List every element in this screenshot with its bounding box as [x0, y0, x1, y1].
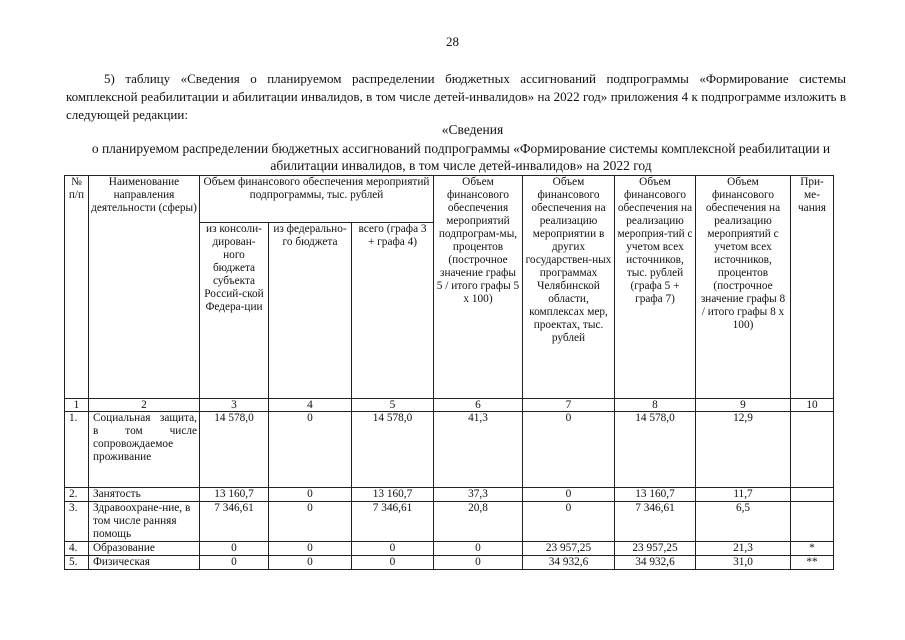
row-c10: [791, 412, 834, 488]
row-num: 4.: [65, 542, 89, 556]
row-c6: 0: [434, 556, 523, 570]
header-total: всего (графа 3 + графа 4): [352, 223, 434, 399]
row-c10: *: [791, 542, 834, 556]
row-name: Занятость: [89, 488, 200, 502]
column-number: 9: [696, 399, 791, 412]
row-c3: 14 578,0: [200, 412, 269, 488]
row-c10: [791, 488, 834, 502]
table-row: [65, 502, 834, 542]
row-num: 2.: [65, 488, 89, 502]
row-num: 3.: [65, 502, 89, 542]
row-c10: [791, 502, 834, 542]
column-number: 10: [791, 399, 834, 412]
budget-table: [64, 175, 834, 570]
row-c8: 13 160,7: [615, 488, 696, 502]
header-financing-group: Объем финансового обеспечения мероприятий подпрограммы, тыс. рублей: [200, 176, 434, 223]
row-c4: 0: [269, 542, 352, 556]
row-c8: 14 578,0: [615, 412, 696, 488]
intro-paragraph: 5) таблицу «Сведения о планируемом распределении бюджетных ассигнований подпрограммы «Формирование системы комплексной реабилитации и абилитации инвалидов, в том числе детей-инвалидов» на 2022 год» приложения 4 к подпрограмме изложить в следующей редакции:: [66, 71, 846, 122]
header-notes: При-ме-чания: [791, 176, 834, 399]
row-c7: 0: [523, 412, 615, 488]
row-c9: 21,3: [696, 542, 791, 556]
header-all-sources-percent: Объем финансового обеспечения на реализацию мероприятий с учетом всех источников, процентов (построчное значение графы 8 / итого графы 8 х 100): [696, 176, 791, 399]
row-c5: 14 578,0: [352, 412, 434, 488]
row-c9: 6,5: [696, 502, 791, 542]
row-c4: 0: [269, 502, 352, 542]
header-percent: Объем финансового обеспечения мероприятий подпрограм-мы, процентов (построчное значение графы 5 / итого графы 5 х 100): [434, 176, 523, 399]
column-number: 7: [523, 399, 615, 412]
row-name: Физическая: [89, 556, 200, 570]
table-title-line1: «Сведения: [441, 122, 504, 137]
table-row: [65, 556, 834, 570]
header-other-programs: Объем финансового обеспечения на реализацию мероприятии в других государствен-ных программах Челябинской области, комплексах мер, проектах, тыс. рублей: [523, 176, 615, 399]
row-c4: 0: [269, 412, 352, 488]
row-num: 5.: [65, 556, 89, 570]
header-from-consolidated: из консоли-дирован-ного бюджета субъекта Россий-ской Федера-ции: [200, 223, 269, 399]
column-number: 2: [89, 399, 200, 412]
row-c6: 20,8: [434, 502, 523, 542]
row-c9: 11,7: [696, 488, 791, 502]
row-c7: 0: [523, 488, 615, 502]
row-c7: 34 932,6: [523, 556, 615, 570]
column-number: 1: [65, 399, 89, 412]
table-row: [65, 412, 834, 488]
column-number: 8: [615, 399, 696, 412]
row-c6: 0: [434, 542, 523, 556]
row-c4: 0: [269, 488, 352, 502]
page-number: 28: [446, 34, 459, 49]
table-title-line2: о планируемом распределении бюджетных ассигнований подпрограммы «Формирование системы комплексной реабилитации и абилитации инвалидов, в том числе детей-инвалидов» на 2022 год: [91, 141, 831, 173]
column-number: 5: [352, 399, 434, 412]
row-c5: 7 346,61: [352, 502, 434, 542]
row-c7: 23 957,25: [523, 542, 615, 556]
header-all-sources: Объем финансового обеспечения на реализацию мероприя-тий с учетом всех источников, тыс. рублей (графа 5 + графа 7): [615, 176, 696, 399]
column-number: 6: [434, 399, 523, 412]
header-num: № п/п: [65, 176, 89, 399]
row-c6: 37,3: [434, 488, 523, 502]
row-c8: 7 346,61: [615, 502, 696, 542]
row-c3: 0: [200, 556, 269, 570]
row-name: Образование: [89, 542, 200, 556]
row-c4: 0: [269, 556, 352, 570]
column-number-row: [65, 399, 834, 412]
row-c10: **: [791, 556, 834, 570]
row-c9: 31,0: [696, 556, 791, 570]
row-num: 1.: [65, 412, 89, 488]
table-row: [65, 488, 834, 502]
row-c3: 13 160,7: [200, 488, 269, 502]
header-name: Наименование направления деятельности (сферы): [89, 176, 200, 399]
row-c8: 23 957,25: [615, 542, 696, 556]
row-c3: 7 346,61: [200, 502, 269, 542]
header-from-federal: из федерально-го бюджета: [269, 223, 352, 399]
row-c5: 0: [352, 542, 434, 556]
row-c5: 0: [352, 556, 434, 570]
row-c6: 41,3: [434, 412, 523, 488]
row-name: Здравоохране-ние, в том числе ранняя помощь: [89, 502, 200, 542]
column-number: 4: [269, 399, 352, 412]
row-name: Социальная защита, в том числе сопровождаемое проживание: [89, 412, 200, 488]
row-c9: 12,9: [696, 412, 791, 488]
row-c7: 0: [523, 502, 615, 542]
row-c5: 13 160,7: [352, 488, 434, 502]
row-c3: 0: [200, 542, 269, 556]
row-c8: 34 932,6: [615, 556, 696, 570]
table-row: [65, 542, 834, 556]
column-number: 3: [200, 399, 269, 412]
